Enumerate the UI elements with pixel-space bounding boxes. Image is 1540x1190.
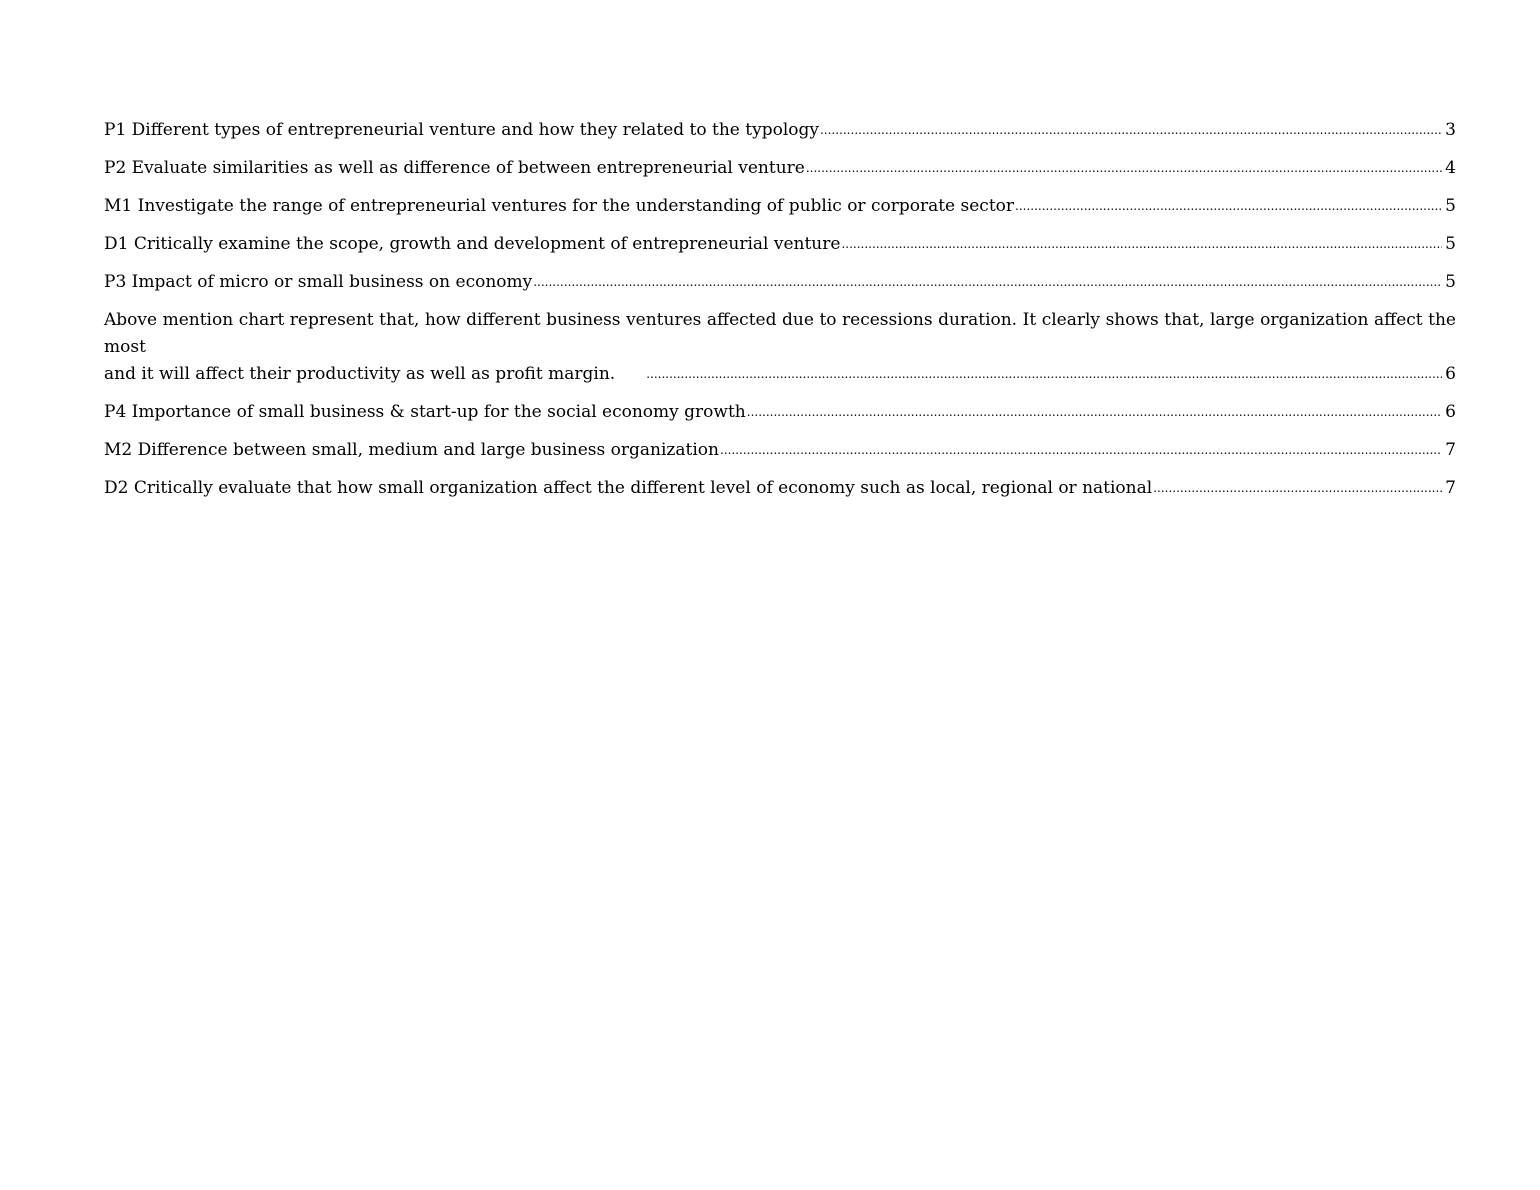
- toc-entry-title: D2 Critically evaluate that how small organization affect the different level of economy such as local, regional or national: [104, 478, 1153, 498]
- dot-leader: [1015, 193, 1442, 220]
- toc-page-number: 5: [1445, 196, 1456, 216]
- toc-entry-m2[interactable]: [104, 437, 1456, 465]
- toc-entry-title: P1 Different types of entrepreneurial venture and how they related to the typology: [104, 120, 819, 140]
- table-of-contents: [104, 117, 1456, 513]
- toc-page-number: 7: [1445, 440, 1456, 460]
- toc-entry-d1[interactable]: [104, 231, 1456, 259]
- toc-entry-p4[interactable]: [104, 399, 1456, 427]
- toc-entry-title-line1: Above mention chart represent that, how different business ventures affected due to recessions duration. It clearly shows that, large organization affect the most: [104, 310, 1456, 357]
- toc-entry-title: P2 Evaluate similarities as well as difference of between entrepreneurial venture: [104, 158, 805, 178]
- toc-page-number: 6: [1445, 364, 1456, 384]
- toc-entry-d2[interactable]: [104, 475, 1456, 503]
- toc-page-number: 6: [1445, 402, 1456, 422]
- toc-entry-m1[interactable]: [104, 193, 1456, 221]
- toc-entry-p1[interactable]: [104, 117, 1456, 145]
- dot-leader: [806, 155, 1442, 182]
- toc-page-number: 4: [1445, 158, 1456, 178]
- toc-entry-p2[interactable]: [104, 155, 1456, 183]
- dot-leader: [820, 117, 1442, 144]
- dot-leader: [1153, 475, 1442, 502]
- toc-page-number: 5: [1445, 272, 1456, 292]
- toc-entry-title-line2: and it will affect their productivity as well as profit margin.: [104, 364, 616, 384]
- toc-entry-chart-note[interactable]: [104, 307, 1456, 389]
- toc-entry-title: P3 Impact of micro or small business on economy: [104, 272, 533, 292]
- dot-leader: [720, 437, 1442, 464]
- toc-page-number: 3: [1445, 120, 1456, 140]
- toc-entry-title: M1 Investigate the range of entrepreneurial ventures for the understanding of public or corporate sector: [104, 196, 1015, 216]
- toc-entry-p3[interactable]: [104, 269, 1456, 297]
- toc-entry-title: D1 Critically examine the scope, growth and development of entrepreneurial venture: [104, 234, 841, 254]
- dot-leader: [533, 269, 1442, 296]
- toc-entry-title: P4 Importance of small business & start-up for the social economy growth: [104, 402, 746, 422]
- dot-leader: [747, 399, 1442, 426]
- toc-page-number: 7: [1445, 478, 1456, 498]
- toc-entry-title: M2 Difference between small, medium and large business organization: [104, 440, 719, 460]
- dot-leader: [646, 361, 1442, 388]
- dot-leader: [841, 231, 1442, 258]
- toc-page-number: 5: [1445, 234, 1456, 254]
